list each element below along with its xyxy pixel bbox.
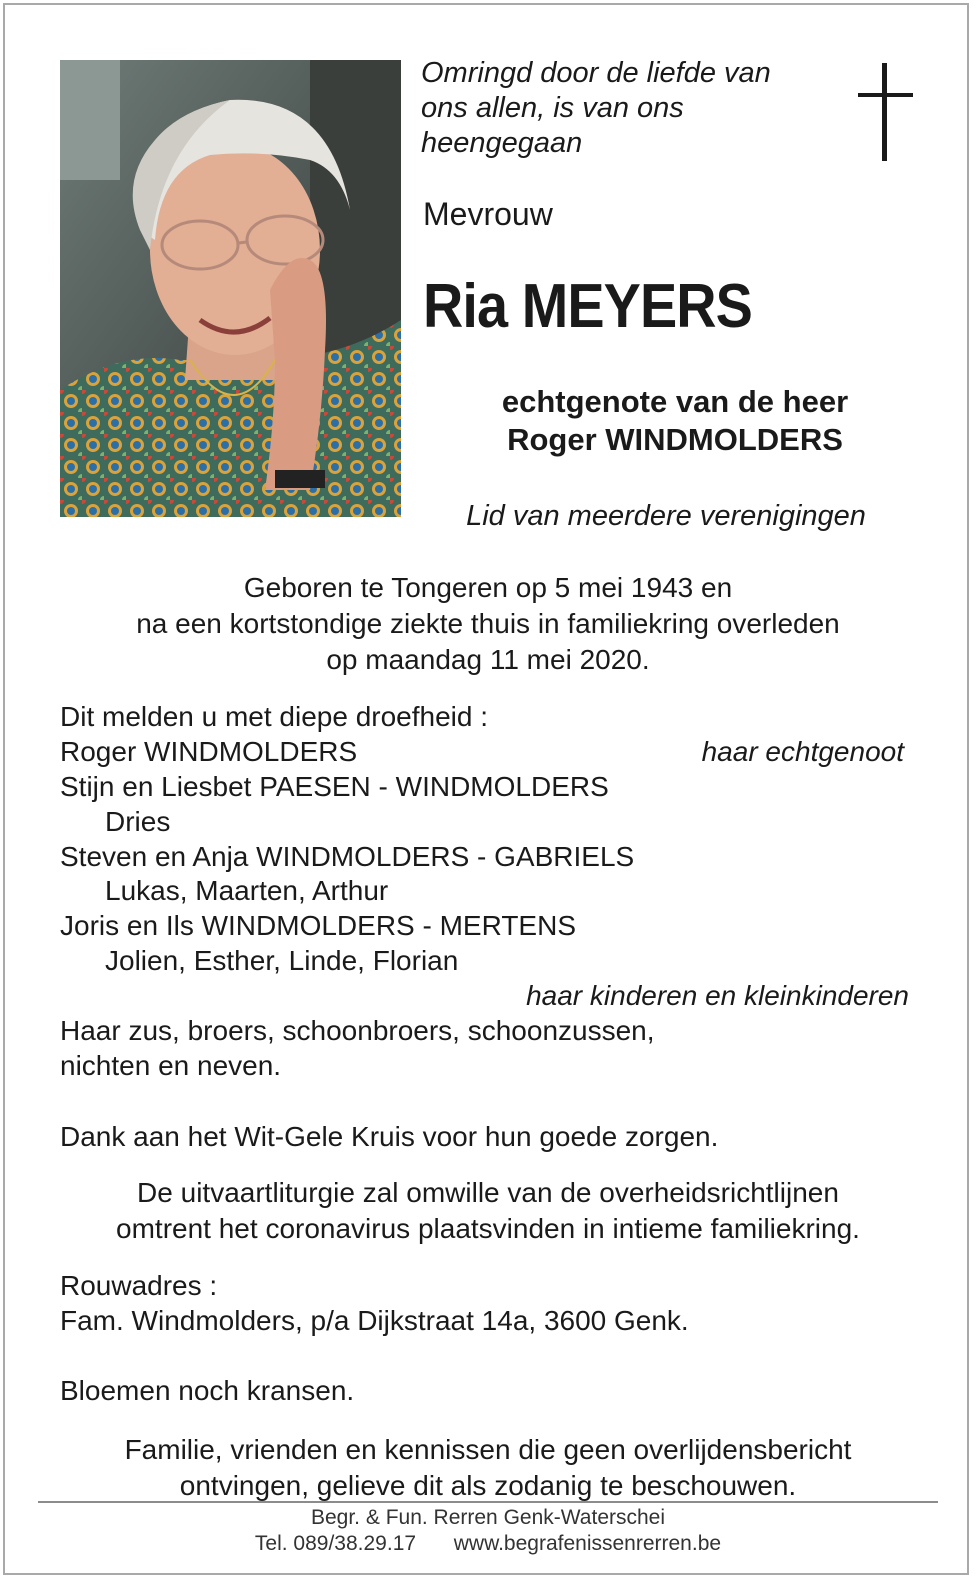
family-children: Lukas, Maarten, Arthur [105, 875, 389, 906]
relatives-line: nichten en neven. [60, 1050, 282, 1081]
husband-name: Roger WINDMOLDERS [60, 736, 358, 767]
intro-line: Omringd door de liefde van [421, 57, 771, 89]
footer-web: www.begrafenissenrerren.be [453, 1532, 722, 1555]
footer-tel: Tel. 089/38.29.17 [254, 1532, 417, 1555]
intro-line: ons allen, is van ons [421, 92, 684, 124]
spouse-line: echtgenote van de heer [501, 384, 849, 419]
family-children: Jolien, Esther, Linde, Florian [105, 945, 459, 976]
liturgy-line: De uitvaartliturgie zal omwille van de overheidsrichtlijnen [137, 1177, 839, 1208]
closing-line: Familie, vrienden en kennissen die geen overlijdensbericht [124, 1434, 852, 1465]
husband-role: haar echtgenoot [701, 736, 904, 767]
relatives-line: Haar zus, broers, schoonbroers, schoonzussen, [60, 1015, 655, 1046]
cross-icon [855, 63, 915, 163]
intro-line: heengegaan [421, 127, 583, 159]
liturgy-line: omtrent het coronavirus plaatsvinden in intieme familiekring. [116, 1213, 860, 1244]
birth-death-line: Geboren te Tongeren op 5 mei 1943 en [243, 572, 733, 603]
family-parents: Stijn en Liesbet PAESEN - WINDMOLDERS [60, 771, 609, 802]
liturgy-block [5, 1175, 971, 1247]
honorific: Mevrouw [423, 196, 553, 232]
family-parents: Joris en Ils WINDMOLDERS - MERTENS [60, 910, 576, 941]
address-label: Rouwadres : [60, 1270, 218, 1301]
deceased-name: Ria MEYERS [423, 272, 752, 341]
birth-death-line: na een kortstondige ziekte thuis in familiekring overleden [136, 608, 840, 639]
family-children: Dries [105, 806, 171, 837]
children-role: haar kinderen en kleinkinderen [526, 980, 909, 1011]
spouse-block [395, 383, 955, 459]
obituary-card [3, 3, 969, 1575]
footer-company: Begr. & Fun. Rerren Genk-Waterschei [310, 1506, 666, 1529]
portrait-photo [60, 60, 401, 517]
birth-death-block [5, 570, 971, 678]
spouse-name: Roger WINDMOLDERS [507, 422, 843, 457]
family-parents: Steven en Anja WINDMOLDERS - GABRIELS [60, 841, 635, 872]
birth-death-line: op maandag 11 mei 2020. [326, 644, 650, 675]
footer-contact [5, 1531, 971, 1556]
closing-block [5, 1432, 971, 1504]
footer-divider [38, 1501, 938, 1503]
membership-text: Lid van meerdere verenigingen [466, 500, 866, 532]
intro-text [421, 56, 841, 161]
address-text: Fam. Windmolders, p/a Dijkstraat 14a, 3600 Genk. [60, 1305, 689, 1336]
announce-intro: Dit melden u met diepe droefheid : [60, 701, 489, 732]
thanks-text: Dank aan het Wit-Gele Kruis voor hun goede zorgen. [60, 1121, 719, 1152]
flowers-text: Bloemen noch kransen. [60, 1375, 355, 1406]
closing-line: ontvingen, gelieve dit als zodanig te beschouwen. [179, 1470, 797, 1501]
